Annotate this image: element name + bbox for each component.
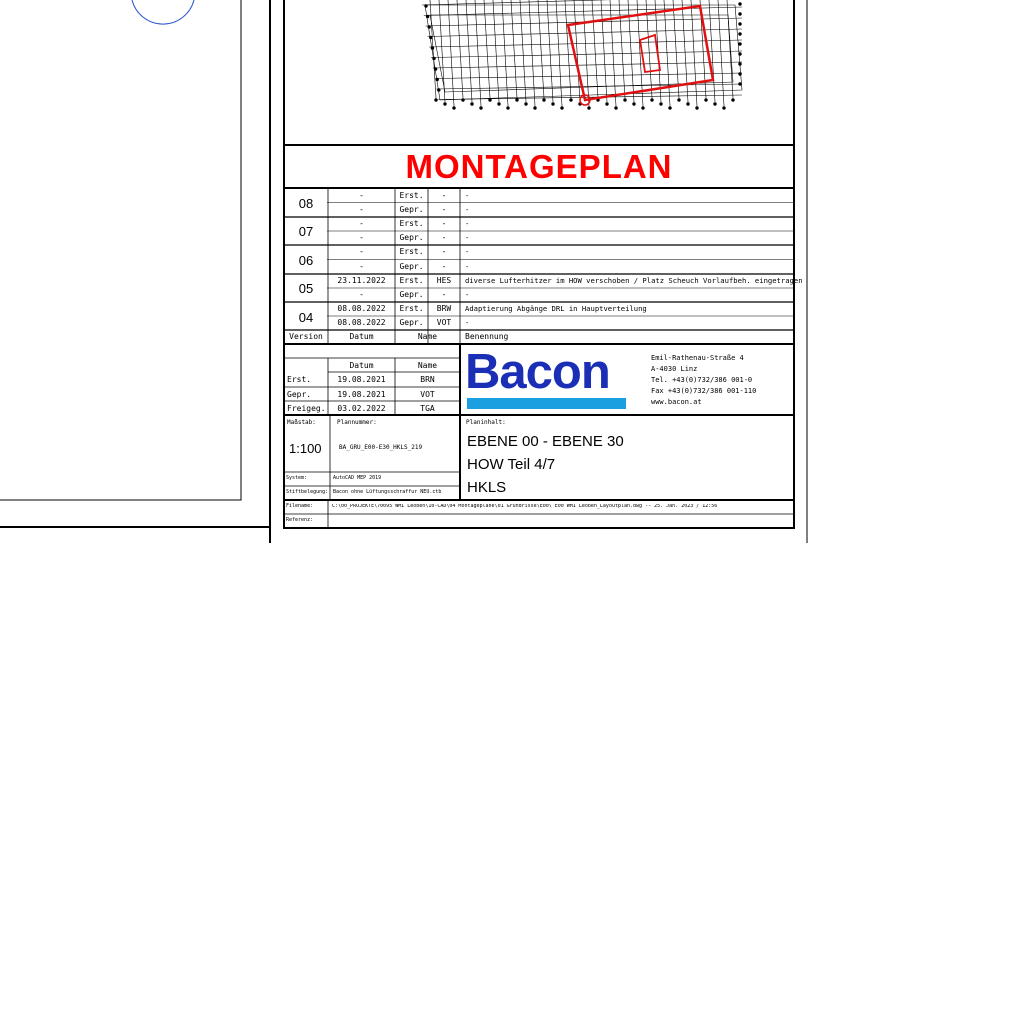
rev-benennung: - — [465, 233, 470, 243]
rev-benennung: diverse Lufterhitzer im HOW verschoben / Platz Scheuch Vorlaufbeh. eingetragen — [465, 275, 803, 285]
rev-role: Gepr. — [399, 261, 424, 271]
scale-value: 1:100 — [289, 441, 322, 456]
rev-role: Erst. — [399, 218, 424, 228]
rev-datum: - — [359, 289, 364, 299]
rev-datum: - — [359, 218, 364, 228]
plan-title: MONTAGEPLAN — [405, 148, 673, 185]
rev-role: Gepr. — [399, 289, 424, 299]
rev-datum: - — [359, 247, 364, 257]
rev-name: - — [441, 218, 447, 228]
rev-datum: - — [359, 261, 364, 271]
planinhalt-line-3: HKLS — [467, 479, 507, 496]
address-line: Fax +43(0)732/386 001-110 — [651, 387, 757, 395]
system-value: AutoCAD MEP 2019 — [333, 475, 382, 481]
rev-datum: - — [359, 204, 364, 214]
rev-version: 07 — [298, 224, 314, 240]
planinhalt-label: Planinhalt: — [466, 419, 506, 426]
site-plan-sketch — [422, 0, 742, 109]
rev-benennung: - — [465, 289, 470, 299]
rev-benennung: - — [465, 218, 470, 228]
rev-name: VOT — [436, 318, 452, 328]
rev-name: - — [441, 261, 447, 271]
rev-role: Erst. — [399, 190, 424, 200]
rev-benennung: - — [465, 261, 470, 271]
rev-header-name: Name — [417, 332, 438, 341]
plannummer-label: Plannummer: — [337, 419, 377, 426]
rev-version: 04 — [298, 309, 314, 325]
rev-version: 05 — [298, 281, 314, 297]
rev-benennung: - — [465, 318, 470, 328]
plannummer-value: BA_GRU_E00-E30_HKLS_219 — [339, 444, 423, 451]
rev-datum: 08.08.2022 — [337, 318, 386, 328]
rev-datum: - — [359, 233, 364, 243]
stift-value: Bacon ohne Lüftungsschraffur NEU.ctb — [333, 489, 442, 495]
filename-label: Filename: — [286, 503, 314, 509]
rev-version: 06 — [298, 252, 314, 268]
rev-name: - — [441, 204, 447, 214]
rev-header-version: Version — [289, 332, 323, 341]
rev-benennung: - — [465, 204, 470, 214]
approval-name: TGA — [420, 404, 435, 413]
approval-datum: 19.08.2021 — [337, 390, 386, 399]
system-label: System: — [286, 475, 308, 481]
approval-label: Erst. — [287, 375, 312, 384]
address-line: Emil-Rathenau-Straße 4 — [651, 354, 744, 362]
approval-label: Gepr. — [287, 390, 312, 399]
approval-datum: 19.08.2021 — [337, 375, 386, 384]
scale-label: Maßstab: — [287, 419, 316, 426]
rev-role: Erst. — [399, 247, 424, 257]
approval-name: VOT — [420, 390, 435, 399]
rev-datum: 08.08.2022 — [337, 304, 386, 314]
planinhalt-line-1: EBENE 00 - EBENE 30 — [467, 433, 624, 450]
approval-col-name: Name — [417, 361, 438, 370]
rev-role: Gepr. — [399, 204, 424, 214]
rev-version: 08 — [298, 196, 314, 211]
address-line: Tel. +43(0)732/386 001-0 — [651, 376, 753, 384]
stift-label: Stiftbelegung: — [286, 489, 329, 495]
address-line: www.bacon.at — [651, 398, 702, 406]
rev-header-benennung: Benennung — [465, 332, 509, 341]
blue-arc — [132, 0, 194, 24]
rev-role: Gepr. — [399, 233, 424, 243]
rev-name: - — [441, 233, 447, 243]
planinhalt-line-2: HOW Teil 4/7 — [467, 456, 556, 473]
approval-datum: 03.02.2022 — [337, 404, 386, 413]
rev-benennung: - — [465, 190, 470, 200]
rev-datum: - — [359, 190, 364, 200]
rev-name: - — [441, 247, 447, 257]
company-logo: Bacon — [465, 345, 610, 399]
rev-name: BRW — [436, 304, 452, 314]
rev-benennung: - — [465, 247, 470, 257]
address-line: A-4030 Linz — [651, 365, 698, 373]
rev-name: - — [441, 190, 447, 200]
rev-name: HES — [436, 275, 452, 285]
referenz-label: Referenz: — [286, 517, 314, 523]
rev-role: Erst. — [399, 275, 424, 285]
approval-label: Freigeg. — [287, 404, 326, 413]
rev-name: - — [441, 289, 447, 299]
rev-datum: 23.11.2022 — [337, 275, 386, 285]
rev-benennung: Adaptierung Abgänge DRL in Hauptverteilung — [465, 304, 647, 314]
approval-col-datum: Datum — [349, 361, 374, 370]
rev-role: Gepr. — [399, 318, 424, 328]
filename-value: C:\00_PROJEKTE\70095 WMI Leoben\10-CAD\04 Montagepläne\01 Grundrisse\E00\ E00 WMI Leoben_Layoutplan.dwg -- 25. Jan. 2023 / 12:56 — [332, 504, 718, 509]
rev-role: Erst. — [399, 304, 424, 314]
approval-name: BRN — [420, 375, 435, 384]
rev-header-datum: Datum — [349, 332, 374, 341]
